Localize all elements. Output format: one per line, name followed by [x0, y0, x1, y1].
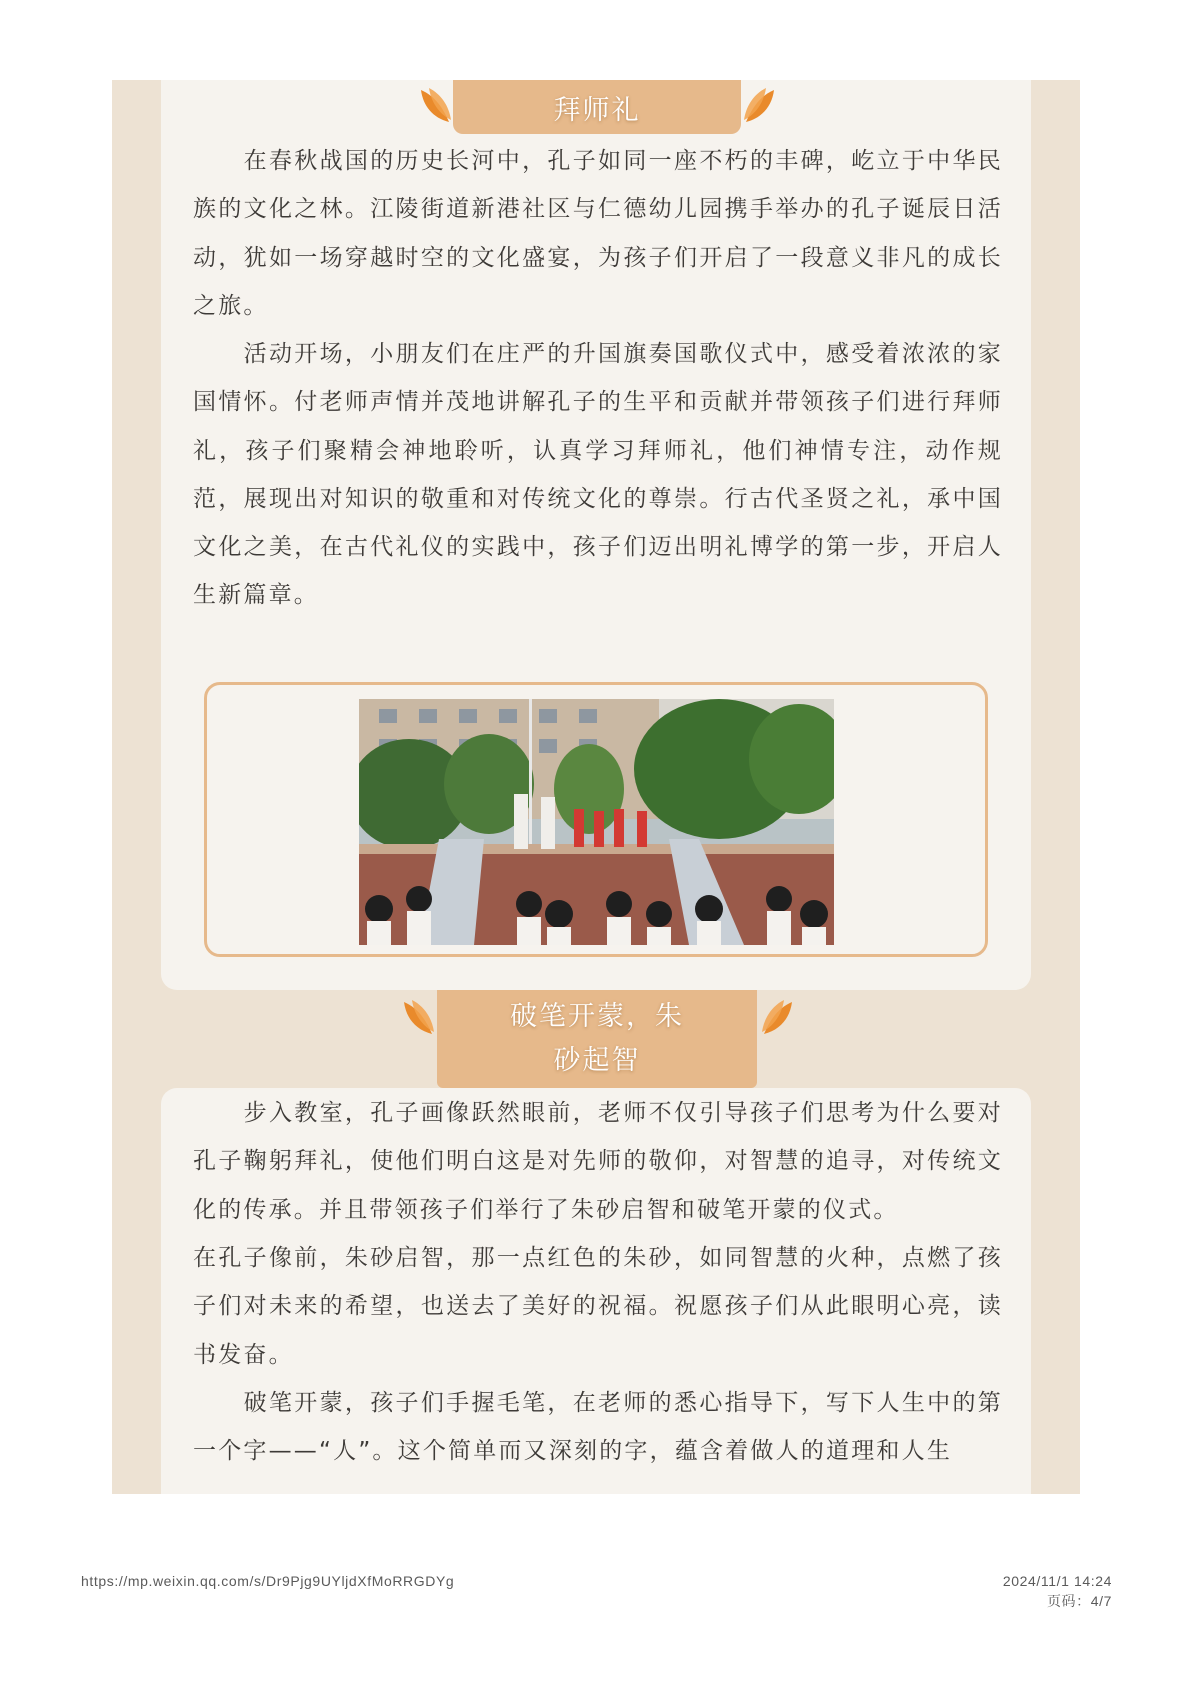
paragraph: 破笔开蒙，孩子们手握毛笔，在老师的悉心指导下，写下人生中的第一个字——“人”。这个简单而又深刻的字，蕴含着做人的道理和人生 [193, 1390, 1003, 1465]
footer-page-number: 页码：4/7 [1046, 1593, 1112, 1609]
activity-photo [359, 699, 834, 945]
section-title-text: 拜师礼 [553, 94, 641, 126]
section-title-baishili [453, 80, 741, 134]
section-title-pobikaimeng [437, 990, 757, 1088]
paragraph: 步入教室，孔子画像跃然眼前，老师不仅引导孩子们思考为什么要对孔子鞠躬拜礼，使他们明白这是对先师的敬仰，对智慧的追寻，对传统文化的传承。并且带领孩子们举行了朱砂启智和破笔开蒙的仪式。 [193, 1100, 1003, 1223]
leaf-icon [417, 84, 453, 124]
footer-datetime: 2024/11/1 14:24 [1002, 1573, 1112, 1589]
leaf-icon [760, 996, 796, 1036]
leaf-icon [742, 84, 778, 124]
footer-url[interactable]: https://mp.weixin.qq.com/s/Dr9Pjg9UYljdXfMoRRGDYg [81, 1573, 455, 1589]
paragraph: 在春秋战国的历史长河中，孔子如同一座不朽的丰碑，屹立于中华民族的文化之林。江陵街道新港社区与仁德幼儿园携手举办的孔子诞辰日活动，犹如一场穿越时空的文化盛宴，为孩子们开启了一段意义非凡的成长之旅。 [193, 148, 1003, 319]
paragraph: 在孔子像前，朱砂启智，那一点红色的朱砂，如同智慧的火种，点燃了孩子们对未来的希望，也送去了美好的祝福。祝愿孩子们从此眼明心亮，读书发奋。 [193, 1245, 1003, 1368]
paragraph: 活动开场，小朋友们在庄严的升国旗奏国歌仪式中，感受着浓浓的家国情怀。付老师声情并茂地讲解孔子的生平和贡献并带领孩子们进行拜师礼，孩子们聚精会神地聆听，认真学习拜师礼，他们神情专注，动作规范，展现出对知识的敬重和对传统文化的尊崇。行古代圣贤之礼，承中国文化之美，在古代礼仪的实践中，孩子们迈出明礼博学的第一步，开启人生新篇章。 [193, 341, 1003, 609]
leaf-icon [400, 996, 436, 1036]
section-title-line-1: 破笔开蒙，朱 [510, 1001, 684, 1032]
section-title-line-2: 砂起智 [553, 1045, 641, 1076]
